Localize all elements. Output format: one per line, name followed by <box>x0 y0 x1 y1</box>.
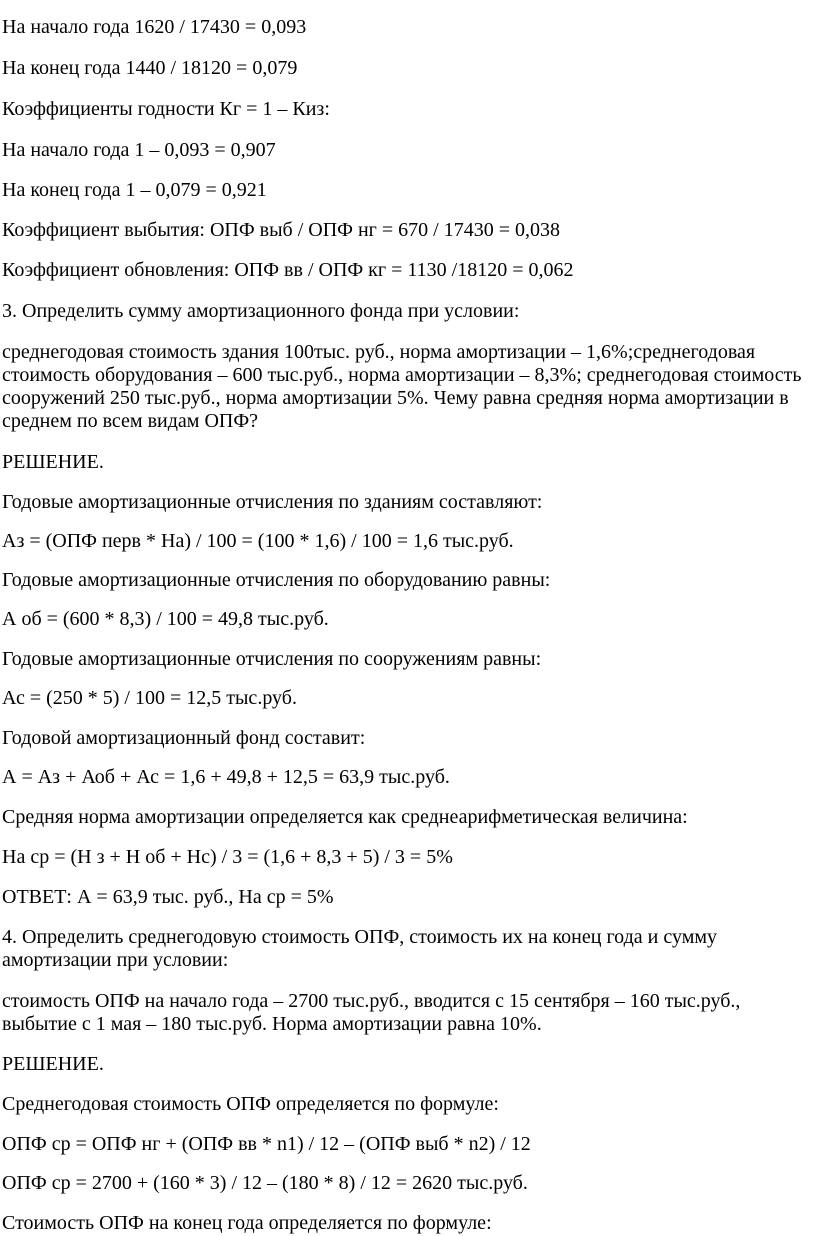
paragraph-equipment-depreciation-heading: Годовые амортизационные отчисления по оборудованию равны: <box>2 569 551 591</box>
paragraph-average-cost-heading: Среднегодовая стоимость ОПФ определяется по формуле: <box>2 1093 499 1115</box>
paragraph-end-of-year-wear: На конец года 1440 / 18120 = 0,079 <box>2 57 298 79</box>
formula-average-rate: На ср = (Н з + Н об + Нс) / 3 = (1,6 + 8,3 + 5) / 3 = 5% <box>2 846 453 868</box>
paragraph-buildings-depreciation-heading: Годовые амортизационные отчисления по зданиям составляют: <box>2 491 543 513</box>
paragraph-end-of-year-cost-heading: Стоимость ОПФ на конец года определяется по формуле: <box>2 1212 492 1234</box>
solution-heading-task-4: РЕШЕНИЕ. <box>2 1053 104 1075</box>
paragraph-fitness-start: На начало года 1 – 0,093 = 0,907 <box>2 139 276 161</box>
formula-equipment-depreciation: А об = (600 * 8,3) / 100 = 49,8 тыс.руб. <box>2 608 329 630</box>
formula-annual-fund: А = Аз + Аоб + Ас = 1,6 + 49,8 + 12,5 = 63,9 тыс.руб. <box>2 766 450 788</box>
formula-average-cost-general: ОПФ ср = ОПФ нг + (ОПФ вв * n1) / 12 – (ОПФ выб * n2) / 12 <box>2 1133 531 1155</box>
formula-structures-depreciation: Ас = (250 * 5) / 100 = 12,5 тыс.руб. <box>2 687 297 709</box>
task-4-conditions: стоимость ОПФ на начало года – 2700 тыс.руб., вводится с 15 сентября – 160 тыс.руб., выбытие с 1 мая – 180 тыс.руб. Норма амортизации равна 10%. <box>2 990 741 1035</box>
paragraph-retirement-coefficient: Коэффициент выбытия: ОПФ выб / ОПФ нг = 670 / 17430 = 0,038 <box>2 219 560 241</box>
paragraph-average-rate-heading: Средняя норма амортизации определяется как среднеарифметическая величина: <box>2 806 688 828</box>
solution-heading: РЕШЕНИЕ. <box>2 451 104 473</box>
task-3-heading: 3. Определить сумму амортизационного фонда при условии: <box>2 300 520 322</box>
paragraph-fitness-coefficient-heading: Коэффициенты годности Кг = 1 – Киз: <box>2 98 330 120</box>
task-4-heading: 4. Определить среднегодовую стоимость ОПФ, стоимость их на конец года и сумму амортизации при условии: <box>2 926 718 971</box>
paragraph-structures-depreciation-heading: Годовые амортизационные отчисления по сооружениям равны: <box>2 648 542 670</box>
answer-task-3: ОТВЕТ: А = 63,9 тыс. руб., На ср = 5% <box>2 886 334 908</box>
formula-average-cost-values: ОПФ ср = 2700 + (160 * 3) / 12 – (180 * 8) / 12 = 2620 тыс.руб. <box>2 1172 528 1194</box>
paragraph-renewal-coefficient: Коэффициент обновления: ОПФ вв / ОПФ кг = 1130 /18120 = 0,062 <box>2 259 574 281</box>
paragraph-annual-fund-heading: Годовой амортизационный фонд составит: <box>2 727 366 749</box>
paragraph-fitness-end: На конец года 1 – 0,079 = 0,921 <box>2 179 267 201</box>
formula-buildings-depreciation: Аз = (ОПФ перв * На) / 100 = (100 * 1,6) / 100 = 1,6 тыс.руб. <box>2 530 514 552</box>
paragraph-start-of-year-wear: На начало года 1620 / 17430 = 0,093 <box>2 16 307 38</box>
task-3-conditions: среднегодовая стоимость здания 100тыс. руб., норма амортизации – 1,6%;среднегодовая стоимость оборудования – 600 тыс.руб., норма амортизации – 8,3%; среднегодовая стоимость сооружений 250 тыс.руб., норма амортизации 5%. Чему равна средняя норма амортизации в среднем по всем видам ОПФ? <box>2 341 802 432</box>
